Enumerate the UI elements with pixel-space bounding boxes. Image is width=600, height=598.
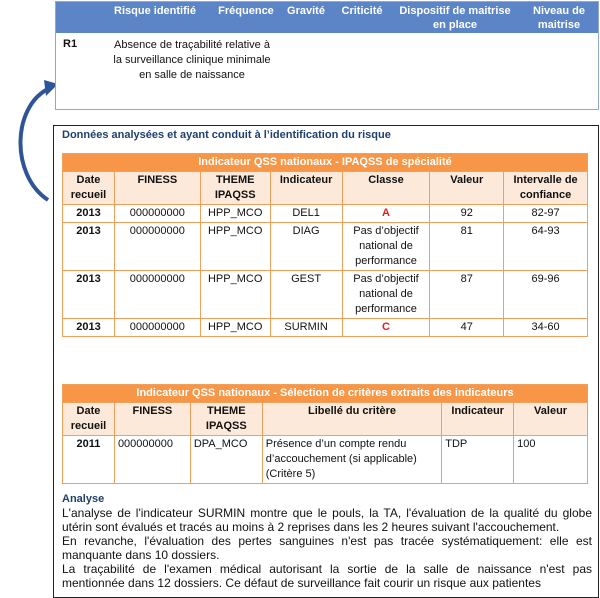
cell-finess: 000000000	[114, 223, 200, 271]
ipaqss-header-row	[63, 172, 588, 205]
cell-finess: 000000000	[114, 436, 190, 484]
cell-indicateur: DIAG	[270, 223, 342, 271]
col-indicateur: Indicateur	[442, 403, 514, 436]
cell-classe: Pas d’objectif national de performance	[342, 223, 430, 271]
cell-valeur: 81	[430, 223, 504, 271]
table-row	[63, 271, 588, 319]
cell-finess: 000000000	[114, 319, 200, 337]
header-dispositif: Dispositif de maitrise en place	[399, 5, 511, 31]
risk-description: Absence de traçabilité relative à la surveillance clinique minimale en salle de naissance	[113, 39, 271, 81]
cell-classe: C	[342, 319, 430, 337]
cell-intervalle: 64-93	[504, 223, 588, 271]
header-risque: Risque identifié	[114, 5, 196, 17]
cell-intervalle: 82-97	[504, 205, 588, 223]
cell-finess: 000000000	[114, 205, 200, 223]
analyse-paragraph: L'analyse de l'indicateur SURMIN montre que le pouls, la TA, l'évaluation de la qualité du globe utérin sont évalués et tracés au moins à 2 reprises dans les 2 heures suivant l'accouchement.	[62, 506, 592, 534]
table-row	[63, 223, 588, 271]
cell-valeur: 92	[430, 205, 504, 223]
data-frame	[53, 125, 599, 598]
selection-table	[62, 384, 588, 484]
frame-title: Données analysées et ayant conduit à l’identification du risque	[62, 129, 391, 141]
cell-indicateur: DEL1	[270, 205, 342, 223]
col-theme: THEME IPAQSS	[190, 403, 262, 436]
cell-classe: A	[342, 205, 430, 223]
ipaqss-table	[62, 153, 588, 337]
cell-valeur: 47	[430, 319, 504, 337]
analyse-title: Analyse	[62, 493, 105, 505]
cell-valeur: 100	[514, 436, 588, 484]
cell-theme: HPP_MCO	[200, 319, 270, 337]
selection-header-row	[63, 403, 588, 436]
header-gravite: Gravité	[287, 5, 325, 17]
cell-theme: HPP_MCO	[200, 271, 270, 319]
selection-banner: Indicateur QSS nationaux - Sélection de critères extraits des indicateurs	[63, 385, 588, 403]
header-frequence: Fréquence	[218, 5, 274, 17]
cell-classe: Pas d’objectif national de performance	[342, 271, 430, 319]
col-indicateur: Indicateur	[270, 172, 342, 205]
col-classe: Classe	[342, 172, 430, 205]
cell-indicateur: TDP	[442, 436, 514, 484]
risk-id: R1	[63, 38, 78, 50]
cell-valeur: 87	[430, 271, 504, 319]
cell-date: 2011	[63, 436, 115, 484]
analyse-paragraph: La traçabilité de l'examen médical autorisant la sortie de la salle de naissance n'est pas mentionnée dans 12 dossiers. Ce défaut de surveillance fait courir un risque aux patientes	[62, 562, 592, 590]
risk-table-header	[56, 2, 598, 33]
col-finess: FINESS	[114, 172, 200, 205]
risk-table	[55, 1, 599, 110]
header-criticite: Criticité	[341, 5, 383, 17]
table-row	[63, 319, 588, 337]
cell-libelle: Présence d’un compte rendu d’accouchement (si applicable) (Critère 5)	[262, 436, 441, 484]
cell-finess: 000000000	[114, 271, 200, 319]
cell-intervalle: 34-60	[504, 319, 588, 337]
cell-date: 2013	[63, 205, 115, 223]
table-row	[63, 205, 588, 223]
col-theme: THEME IPAQSS	[200, 172, 270, 205]
col-date: Date recueil	[63, 172, 115, 205]
cell-intervalle: 69-96	[504, 271, 588, 319]
cell-theme: HPP_MCO	[200, 205, 270, 223]
col-valeur: Valeur	[430, 172, 504, 205]
analyse-paragraph: En revanche, l'évaluation des pertes sanguines n'est pas tracée systématiquement: elle est manquante dans 10 dossiers.	[62, 534, 592, 562]
header-niveau: Niveau de maitrise	[533, 5, 585, 31]
cell-indicateur: GEST	[270, 271, 342, 319]
col-date: Date recueil	[63, 403, 115, 436]
cell-date: 2013	[63, 319, 115, 337]
cell-date: 2013	[63, 223, 115, 271]
cell-date: 2013	[63, 271, 115, 319]
analyse-text	[62, 506, 592, 590]
cell-indicateur: SURMIN	[270, 319, 342, 337]
cell-theme: HPP_MCO	[200, 223, 270, 271]
table-row	[63, 436, 588, 484]
col-valeur: Valeur	[514, 403, 588, 436]
col-intervalle: Intervalle de confiance	[504, 172, 588, 205]
ipaqss-banner: Indicateur QSS nationaux - IPAQSS de spécialité	[63, 154, 588, 172]
col-finess: FINESS	[114, 403, 190, 436]
cell-theme: DPA_MCO	[190, 436, 262, 484]
col-libelle: Libellé du critère	[262, 403, 441, 436]
